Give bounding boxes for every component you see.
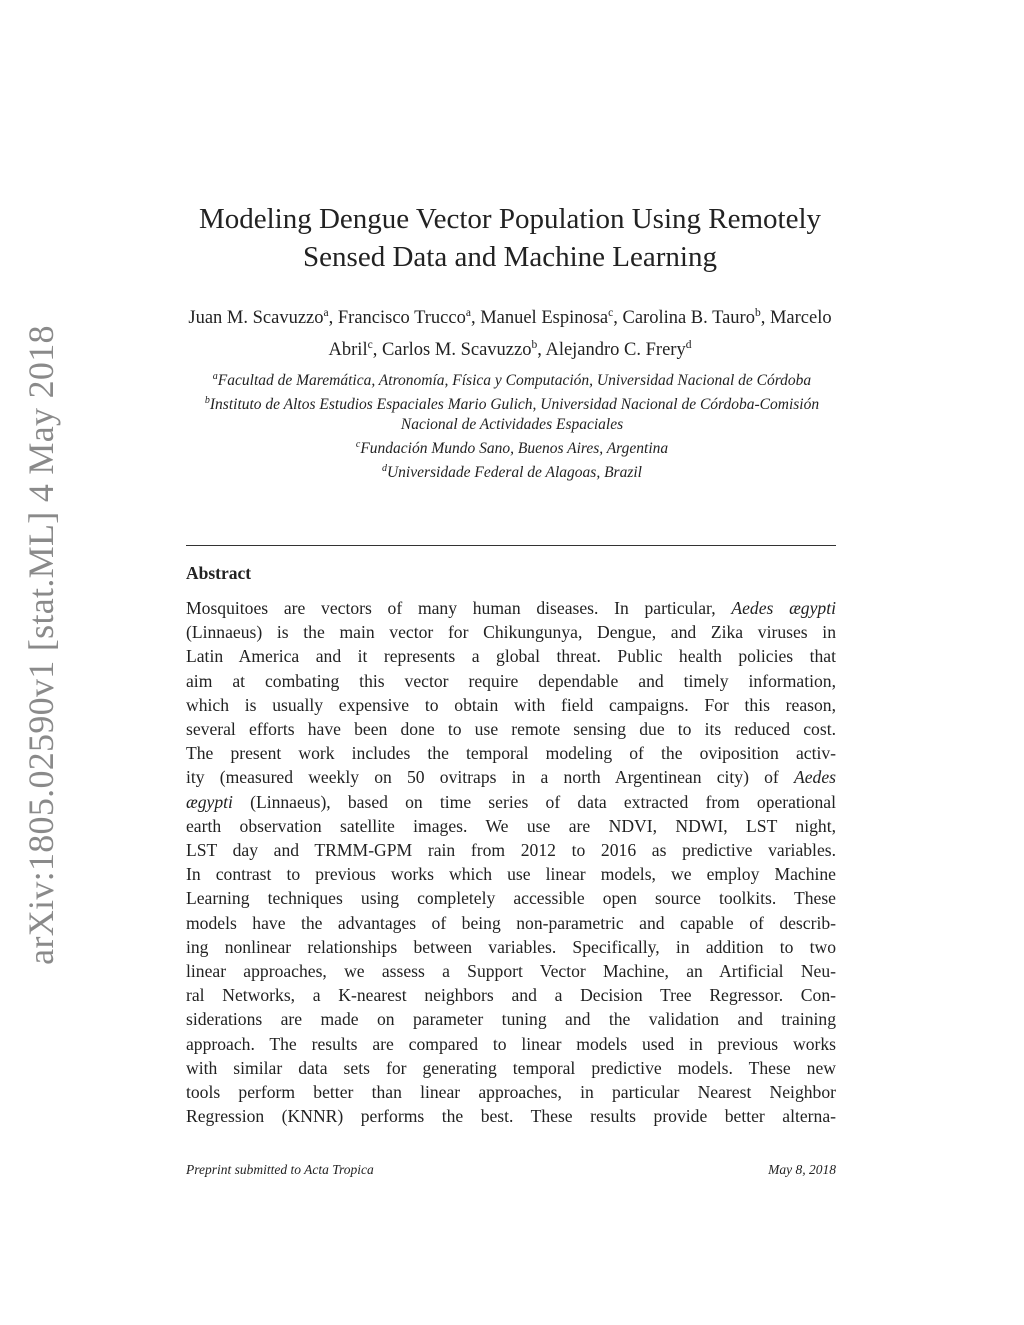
affiliation-mark: b <box>204 395 210 407</box>
abstract-line <box>186 669 836 693</box>
author-separator: , <box>470 308 481 329</box>
arxiv-id-text: arXiv:1805.02590v1 [stat.ML] 4 May 2018 <box>21 325 62 965</box>
abstract-line <box>186 741 836 765</box>
footer-submission-note: Preprint submitted to Acta Tropica <box>186 1162 374 1177</box>
author-name: Carolina B. Tauro <box>622 308 755 329</box>
abstract-heading: Abstract <box>186 563 252 583</box>
affiliation-item <box>175 435 849 459</box>
author-list <box>170 300 850 364</box>
abstract-body <box>186 596 836 1128</box>
abstract-text: earth observation satellite images. We use are NDVI, NDWI, LST night, <box>186 815 836 836</box>
abstract-text: LST day and TRMM-GPM rain from 2012 to 2016 as predictive variables. <box>186 840 836 861</box>
affiliation-item <box>175 367 849 391</box>
author-name: Manuel Espinosa <box>480 308 609 329</box>
abstract-line <box>186 596 836 620</box>
affiliation-text: Universidade Federal de Alagoas, Brazil <box>386 464 642 482</box>
author-affiliation-mark: a <box>465 307 471 319</box>
author-affiliation-mark: c <box>608 307 614 319</box>
author-separator: , <box>613 308 623 329</box>
abstract-line <box>186 911 836 935</box>
author-name: Juan M. Scavuzzo <box>188 308 324 329</box>
abstract-top-rule <box>186 545 836 546</box>
author-affiliation-mark: b <box>754 307 761 319</box>
abstract-line <box>186 838 836 862</box>
abstract-text: approach. The results are compared to linear models used in previous works <box>186 1033 836 1054</box>
abstract-line <box>186 1080 836 1104</box>
abstract-text: (Linnaeus), based on time series of data extracted from operational <box>232 791 836 812</box>
abstract-text: aim at combating this vector require dependable and timely information, <box>186 670 836 691</box>
affiliation-text: Fundación Mundo Sano, Buenos Aires, Argentina <box>360 440 669 458</box>
affiliation-item <box>175 459 849 483</box>
abstract-text: which is usually expensive to obtain with field campaigns. For this reason, <box>186 694 836 715</box>
abstract-text: with similar data sets for generating temporal predictive models. These new <box>186 1057 836 1078</box>
abstract-text: Regression (KNNR) performs the best. These results provide better alterna- <box>186 1106 836 1127</box>
author-separator: , <box>328 308 338 329</box>
affiliation-mark: c <box>355 439 361 451</box>
affiliation-mark: a <box>212 371 218 382</box>
footer-date: May 8, 2018 <box>768 1162 836 1177</box>
affiliation-text: Instituto de Altos Estudios Espaciales Mario Gulich, Universidad Nacional de Córdoba-Comisión Nacional de Actividades Espaciales <box>209 396 820 434</box>
author-affiliation-mark: a <box>323 307 329 319</box>
abstract-line <box>186 644 836 668</box>
abstract-line <box>186 862 836 886</box>
author-name: Francisco Trucco <box>337 308 466 329</box>
abstract-text: linear approaches, we assess a Support Vector Machine, an Artificial Neu- <box>186 961 836 982</box>
abstract-line <box>186 959 836 983</box>
abstract-line <box>186 935 836 959</box>
abstract-text: ral Networks, a K-nearest neighbors and a Decision Tree Regressor. Con- <box>186 985 836 1006</box>
abstract-italic-text: Aedes ægypti <box>731 598 836 618</box>
abstract-line <box>186 1007 836 1031</box>
author-separator: , <box>537 340 546 361</box>
author-affiliation-mark: b <box>531 339 538 352</box>
affiliation-mark: d <box>381 463 387 475</box>
abstract-text: models have the advantages of being non-parametric and capable of describ- <box>186 912 836 933</box>
author-separator: , <box>760 308 770 329</box>
abstract-text: Mosquitoes are vectors of many human diseases. In particular, <box>186 598 732 618</box>
affiliation-list <box>175 367 849 484</box>
author-name: Marcelo Abril <box>328 308 832 361</box>
abstract-line <box>186 1104 836 1128</box>
title-line-2: Sensed Data and Machine Learning <box>303 241 717 273</box>
abstract-text: Learning techniques using completely accessible open source toolkits. These <box>186 888 836 909</box>
affiliation-text: Facultad de Maremática, Atronomía, Física y Computación, Universidad Nacional de Córdoba <box>217 372 812 390</box>
abstract-line <box>186 1032 836 1056</box>
abstract-text: (Linnaeus) is the main vector for Chikungunya, Dengue, and Zika viruses in <box>186 622 836 643</box>
abstract-italic-text: Aedes <box>793 767 836 788</box>
abstract-text: ity (measured weekly on 50 ovitraps in a north Argentinean city) of <box>186 767 794 788</box>
author-affiliation-mark: c <box>367 339 373 352</box>
abstract-line <box>186 1056 836 1080</box>
abstract-italic-text: ægypti <box>186 791 233 812</box>
paper-title <box>150 200 870 276</box>
abstract-line <box>186 693 836 717</box>
abstract-line <box>186 886 836 910</box>
author-name: Alejandro C. Frery <box>545 340 686 361</box>
author-separator: , <box>372 340 382 361</box>
abstract-text: several efforts have been done to use remote sensing due to its reduced cost. <box>186 719 836 740</box>
abstract-line <box>186 814 836 838</box>
title-line-1: Modeling Dengue Vector Population Using Remotely <box>198 203 822 235</box>
abstract-line <box>186 765 836 789</box>
author-name: Carlos M. Scavuzzo <box>381 340 532 361</box>
abstract-text: siderations are made on parameter tuning and the validation and training <box>186 1009 836 1030</box>
affiliation-item <box>175 391 849 435</box>
abstract-text: Latin America and it represents a global threat. Public health policies that <box>186 646 836 667</box>
author-affiliation-mark: d <box>685 339 692 352</box>
abstract-line <box>186 620 836 644</box>
abstract-text: In contrast to previous works which use linear models, we employ Machine <box>186 864 836 885</box>
arxiv-identifier-stamp <box>15 325 67 965</box>
abstract-text: ing nonlinear relationships between variables. Specifically, in addition to two <box>186 936 836 957</box>
abstract-line <box>186 983 836 1007</box>
abstract-text: tools perform better than linear approaches, in particular Nearest Neighbor <box>186 1082 836 1103</box>
abstract-text: The present work includes the temporal modeling of the oviposition activ- <box>186 743 836 764</box>
abstract-line <box>186 717 836 741</box>
abstract-line <box>186 790 836 814</box>
